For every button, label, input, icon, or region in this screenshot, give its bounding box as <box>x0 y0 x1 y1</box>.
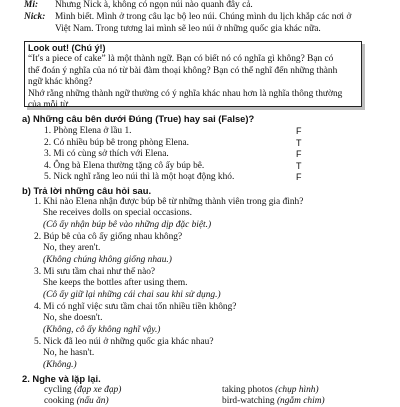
tf-statement: 5. Nick nghĩ rằng leo núi thì là một hoạt động khó. <box>44 172 235 182</box>
section-2-title: 2. Nghe và lặp lại. <box>22 373 101 384</box>
qa-item <box>34 197 364 231</box>
tf-item <box>44 161 344 172</box>
section-a-title: a) Những câu bên dưới Đúng (True) hay sai (False)? <box>22 113 255 124</box>
qa-item <box>34 302 364 336</box>
vocab-word: bird-watching <box>222 396 275 406</box>
lookout-line: “It's a piece of cake” là một thành ngữ. Bạn có biết nó có nghĩa gì không? Bạn có <box>28 54 334 65</box>
speaker-label: Nick: <box>24 12 46 22</box>
answer: She keeps the bottles after using them. <box>43 278 188 289</box>
question: 3. Mi sưu tầm chai như thế nào? <box>34 267 156 277</box>
question: 2. Búp bê của cô ấy giống nhau không? <box>34 232 183 242</box>
vocab-item <box>44 396 109 407</box>
tf-answer: F <box>296 126 302 136</box>
question: 5. Nick đã leo núi ở những quốc gia khác nhau? <box>34 337 214 347</box>
qa-item <box>34 337 364 371</box>
answer: She receives dolls on special occasions. <box>43 208 192 219</box>
vocab-meaning: (chụp hình) <box>275 385 319 395</box>
lookout-line: thể đoán ý nghĩa của nó từ bài đàm thoại không? Bạn có thể nghĩ đến những thành <box>28 65 338 76</box>
dialogue-text: Nhưng Nick à, không có ngọn núi nào quanh đây cả. <box>55 0 253 10</box>
vocab-meaning: (ngắm chim) <box>276 396 325 406</box>
dialogue-text: Việt Nam. Trong tương lai mình sẽ leo núi ở những quốc gia khác nữa. <box>55 24 321 34</box>
tf-item <box>44 138 344 149</box>
tf-answer: F <box>296 172 302 182</box>
vocab-meaning: (đạp xe đạp) <box>73 385 122 395</box>
question: 1. Khi nào Elena nhận được búp bê từ những thành viên trong gia đình? <box>34 197 304 207</box>
lookout-title: Look out! (Chú ý!) <box>28 43 106 53</box>
vocab-meaning: (nấu ăn) <box>76 396 109 406</box>
tf-answer: T <box>296 137 302 148</box>
section-b-title: b) Trả lời những câu hỏi sau. <box>22 185 152 196</box>
answer: No, she doesn't. <box>43 313 103 324</box>
tf-statement: 1. Phòng Elena ở lầu 1. <box>44 126 132 136</box>
lookout-box <box>24 41 362 111</box>
lookout-line: Nhớ rằng những thành ngữ thường có ý nghĩa khác nhau hơn là nghĩa thông thường <box>28 88 343 99</box>
tf-answer: T <box>296 160 302 171</box>
translation: (Không, cô ấy không nghĩ vậy.) <box>43 324 161 335</box>
translation: (Không.) <box>43 359 77 370</box>
vocab-item <box>222 385 319 396</box>
qa-item <box>34 267 364 301</box>
question: 4. Mi có nghĩ việc sưu tầm chai tốn nhiều tiền không? <box>34 302 237 312</box>
tf-statement: 3. Mi có cùng sở thích với Elena. <box>44 149 169 159</box>
lookout-line: của mỗi từ. <box>28 100 71 111</box>
vocab-word: taking photos <box>222 385 273 395</box>
qa-item <box>34 232 364 266</box>
speaker-label: Mi: <box>24 0 39 10</box>
tf-statement: 4. Ông bà Elena thường tặng cô ấy búp bê. <box>44 160 205 171</box>
tf-item <box>44 126 344 137</box>
vocab-word: cycling <box>44 385 72 395</box>
vocab-item <box>222 396 325 407</box>
tf-item <box>44 172 344 183</box>
translation: (Cô ấy giữ lại những cái chai sau khi sử dụng.) <box>43 289 221 300</box>
vocab-word: cooking <box>44 396 75 406</box>
tf-answer: F <box>296 149 302 159</box>
tf-statement: 2. Có nhiều búp bê trong phòng Elena. <box>44 137 190 148</box>
answer: No, they aren't. <box>43 243 101 254</box>
dialogue-text: Mình biết. Mình ở trong câu lạc bộ leo núi. Chúng mình du lịch khắp các nơi ở <box>55 12 352 22</box>
lookout-line: ngữ khác không? <box>28 77 93 88</box>
translation: (Không chúng không giống nhau.) <box>43 254 172 265</box>
tf-item <box>44 149 344 160</box>
translation: (Cô ấy nhận búp bê vào những dịp đặc biệt.) <box>43 219 212 230</box>
vocab-item <box>44 385 121 396</box>
answer: No, he hasn't. <box>43 348 95 359</box>
